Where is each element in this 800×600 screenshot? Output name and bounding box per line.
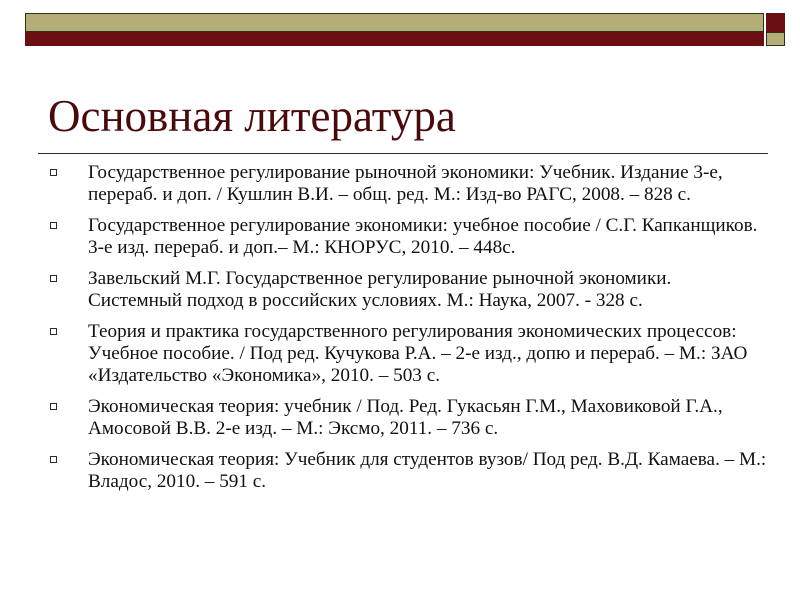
square-bullet-icon <box>50 328 57 335</box>
bibliography-item-text: Экономическая теория: Учебник для студентов вузов/ Под ред. В.Д. Камаева. – М.: Владос, 2010. – 591 с. <box>88 449 767 492</box>
bibliography-item <box>48 396 768 440</box>
bibliography-item <box>48 215 768 259</box>
square-bullet-icon <box>50 169 57 176</box>
bibliography-item-text: Завельский М.Г. Государственное регулирование рыночной экономики. Системный подход в российских условиях. М.: Наука, 2007. - 328 с. <box>88 268 672 311</box>
bibliography-item <box>48 268 768 312</box>
bibliography-item-text: Государственное регулирование экономики: учебное пособие / С.Г. Капканщиков. 3-е изд. перераб. и доп.– М.: КНОРУС, 2010. – 448с. <box>88 215 758 258</box>
bibliography-list <box>48 162 768 502</box>
header-bar-maroon <box>25 32 764 46</box>
bibliography-item <box>48 321 768 387</box>
bibliography-item-text: Государственное регулирование рыночной экономики: Учебник. Издание 3-е, перераб. и доп. / Кушлин В.И. – общ. ред. М.: Изд-во РАГС, 2008. – 828 с. <box>88 162 723 205</box>
slide-title: Основная литература <box>48 91 456 141</box>
header-square-maroon <box>766 13 785 32</box>
bibliography-item-text: Экономическая теория: учебник / Под. Ред. Гукасьян Г.М., Маховиковой Г.А., Амосовой В.В. 2-е изд. – М.: Эксмо, 2011. – 736 с. <box>88 396 723 439</box>
square-bullet-icon <box>50 403 57 410</box>
square-bullet-icon <box>50 275 57 282</box>
header-square-olive <box>766 32 785 46</box>
bibliography-item-text: Теория и практика государственного регулирования экономических процессов: Учебное пособие. / Под ред. Кучукова Р.А. – 2-е изд., допю и перераб. – М.: ЗАО «Издательство «Экономика», 2010. – 503 с. <box>88 321 748 386</box>
bibliography-item <box>48 162 768 206</box>
title-divider <box>38 153 768 154</box>
header-bar-olive <box>25 13 764 32</box>
bibliography-item <box>48 449 768 493</box>
square-bullet-icon <box>50 456 57 463</box>
square-bullet-icon <box>50 222 57 229</box>
